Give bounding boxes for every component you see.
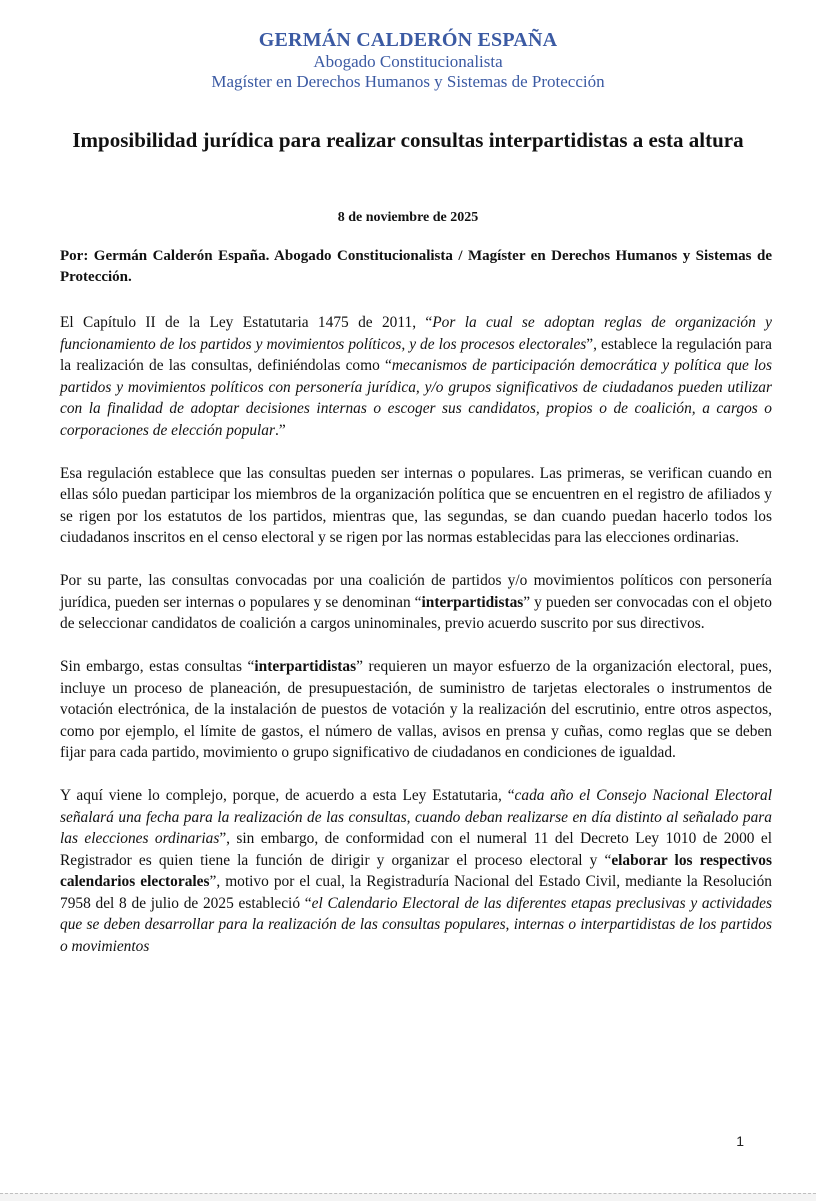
paragraph-1-text-a: El Capítulo II de la Ley Estatutaria 1475 de 2011, “	[60, 314, 433, 331]
letterhead	[0, 28, 816, 92]
paragraph-5-quote-law: cada año el Consejo Nacional Electoral señalará una fecha para la realización de las consultas, cuando deban realizarse en día distinto al señalado para las elecciones ordinarias	[60, 787, 773, 847]
paragraph-5-emphasis: elaborar los respectivos calendarios electorales	[60, 851, 772, 890]
page-number: 1	[736, 1133, 744, 1149]
paragraph-1-text-c: ”, establece la regulación para la realización de las consultas, definiéndolas como “	[60, 335, 772, 374]
paragraph-1-quote-law-title: Por la cual se adoptan reglas de organización y funcionamiento de los partidos y movimientos políticos, y de los procesos electorales	[60, 314, 772, 353]
paragraph-4-text-a: Sin embargo, estas consultas “	[60, 658, 255, 675]
paragraph-4-text-c: ” requieren un mayor esfuerzo de la organización electoral, pues, incluye un proceso de planeación, de presupuestación, de suministro de tarjetas electorales o instrumentos de votación electrónica, de la instalación de puestos de votación y la realización del escrutinio, entre otros aspectos, como por ejemplo, el límite de gastos, el número de vallas, avisos en prensa y cuñas, como reglas que se deben fijar para cada partido, movimiento o grupo significativo de ciudadanos en condiciones de igualdad.	[60, 658, 772, 761]
document-date: 8 de noviembre de 2025	[337, 210, 479, 225]
paragraph-4	[60, 656, 772, 764]
paragraph-3-text-a: Por su parte, las consultas convocadas por una coalición de partidos y/o movimientos políticos con personería jurídica, pueden ser internas o populares y se denominan “	[60, 572, 772, 611]
paragraph-3-text-c: ” y pueden ser convocadas con el objeto de seleccionar candidatos de coalición a cargos uninominales, previo acuerdo suscrito por sus directivos.	[60, 593, 772, 632]
paragraph-1	[60, 312, 772, 441]
byline: Por: Germán Calderón España. Abogado Constitucionalista / Magíster en Derechos Humanos y Sistemas de Protección.	[60, 248, 772, 285]
document-body	[60, 312, 772, 979]
letterhead-role: Abogado Constitucionalista	[313, 52, 503, 71]
paragraph-1-text-e: .”	[275, 421, 286, 439]
paragraph-5-quote-resolution: el Calendario Electoral de las diferentes etapas preclusivas y actividades que se deben desarrollar para la realización de las consultas populares, internas o interpartidistas de los partidos o movimientos	[60, 894, 772, 955]
paragraph-5-text-c: ”, sin embargo, de conformidad con el numeral 11 del Decreto Ley 1010 de 2000 el Registrador es quien tiene la función de dirigir y organizar el proceso electoral y “	[60, 830, 772, 869]
paragraph-3	[60, 570, 772, 635]
letterhead-degree: Magíster en Derechos Humanos y Sistemas de Protección	[211, 72, 605, 91]
paragraph-3-term: interpartidistas	[421, 593, 524, 611]
paragraph-5	[60, 785, 772, 957]
document-title: Imposibilidad jurídica para realizar consultas interpartidistas a esta altura	[72, 128, 744, 152]
letterhead-name: GERMÁN CALDERÓN ESPAÑA	[258, 29, 558, 51]
paragraph-5-text-e: ”, motivo por el cual, la Registraduría Nacional del Estado Civil, mediante la Resolución 7958 del 8 de julio de 2025 estableció “	[60, 873, 772, 912]
paragraph-5-text-a: Y aquí viene lo complejo, porque, de acuerdo a esta Ley Estatutaria, “	[60, 787, 515, 804]
paragraph-4-term: interpartidistas	[254, 658, 357, 675]
paragraph-1-quote-definition: mecanismos de participación democrática y política que los partidos y movimientos políticos con personería jurídica, y/o grupos significativos de ciudadanos pueden utilizar con la finalidad de adoptar decisiones internas o escoger sus candidatos, propios o de coalición, a cargos o corporaciones de elección popular	[60, 357, 772, 439]
paragraph-2: Esa regulación establece que las consultas pueden ser internas o populares. Las primeras, se verifican cuando en ellas sólo puedan participar los miembros de la organización política que se encuentren en el registro de afiliados y se rigen por los estatutos de los partidos, mientras que, las segundas, se dan cuando puedan hacerlo todos los ciudadanos inscritos en el censo electoral y se rigen por las normas establecidas para las elecciones ordinarias.	[60, 464, 772, 546]
